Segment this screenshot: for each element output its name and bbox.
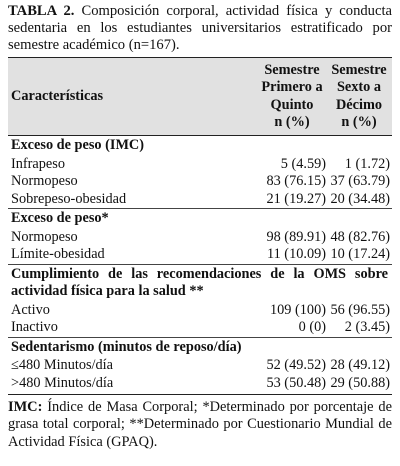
section-row	[8, 209, 392, 229]
cell-semester-1-5: 109 (100)	[270, 301, 326, 318]
section-row	[8, 264, 392, 302]
cell-semester-6-10: 28 (49.12)	[330, 357, 390, 374]
table-caption	[8, 3, 392, 54]
table-row	[8, 302, 392, 320]
table-footnote	[8, 399, 392, 451]
caption-text: Composición corporal, actividad física y conducta sedentaria en los estudiantes universitarios estratificado por semestre académico (n=167).	[8, 3, 392, 53]
cell-semester-6-10: 29 (50.88)	[328, 375, 392, 395]
row-label: Sobrepeso-obesidad	[11, 190, 127, 207]
table-row	[8, 191, 392, 209]
cell-semester-6-10: 37 (63.79)	[330, 173, 390, 190]
table-row	[8, 229, 392, 247]
cell-semester-6-10: 1 (1.72)	[344, 155, 390, 172]
cell-semester-6-10: 48 (82.76)	[330, 228, 390, 245]
section-title: Sedentarismo (minutos de reposo/día)	[8, 337, 392, 357]
header-characteristics: Características	[11, 87, 104, 104]
row-label: >480 Minutos/día	[8, 375, 258, 395]
table-header-row	[8, 58, 392, 136]
section-title: Cumplimiento de las recomendaciones de la OMS sobre actividad física para la salud **	[8, 264, 392, 302]
cell-semester-6-10: 20 (34.48)	[330, 190, 390, 207]
section-row	[8, 136, 392, 156]
header-line: Décimo	[335, 96, 383, 113]
data-table	[8, 57, 392, 395]
cell-semester-1-5: 21 (19.27)	[266, 190, 326, 207]
row-label: Normopeso	[11, 173, 78, 190]
header-line: Quinto	[270, 96, 314, 113]
table-row	[8, 173, 392, 191]
cell-semester-1-5: 83 (76.15)	[266, 173, 326, 190]
table-row	[8, 156, 392, 174]
header-line: Semestre	[331, 62, 387, 78]
table-row	[8, 246, 392, 264]
footnote-abbreviation: IMC:	[8, 399, 43, 416]
table-row	[8, 375, 392, 395]
header-line: n (%)	[274, 113, 310, 130]
cell-semester-1-5: 98 (89.91)	[266, 228, 326, 245]
header-semester-6-10	[328, 58, 392, 136]
row-label: ≤480 Minutos/día	[11, 357, 113, 374]
cell-semester-1-5: 11 (10.09)	[266, 246, 326, 263]
row-label: Normopeso	[11, 228, 78, 245]
cell-semester-6-10: 2 (3.45)	[344, 319, 390, 336]
row-label: Límite-obesidad	[11, 246, 105, 263]
table-row	[8, 357, 392, 375]
table-number: TABLA 2.	[8, 3, 75, 19]
cell-semester-6-10: 10 (17.24)	[330, 246, 390, 263]
row-label: Infrapeso	[11, 155, 65, 172]
table-row	[8, 319, 392, 337]
cell-semester-1-5: 52 (49.52)	[266, 357, 326, 374]
cell-semester-1-5: 53 (50.48)	[258, 375, 328, 395]
header-semester-1-5	[258, 58, 328, 136]
table-figure	[8, 3, 392, 465]
section-title: Exceso de peso*	[8, 209, 392, 229]
header-line: Primero a	[261, 79, 323, 96]
row-label: Inactivo	[11, 319, 58, 336]
cell-semester-1-5: 0 (0)	[298, 319, 326, 336]
header-line: Sexto a	[336, 79, 382, 96]
footnote-text: Índice de Masa Corporal; *Determinado por porcentaje de grasa total corporal; **Determinado por Cuestionario Mundial de Actividad Física (GPAQ).	[8, 399, 392, 450]
row-label: Activo	[11, 301, 50, 318]
section-row	[8, 337, 392, 357]
header-line: Semestre	[264, 62, 320, 78]
cell-semester-1-5: 5 (4.59)	[280, 155, 326, 172]
cell-semester-6-10: 56 (96.55)	[330, 301, 390, 318]
section-title: Exceso de peso (IMC)	[11, 137, 145, 154]
header-line: n (%)	[341, 113, 377, 130]
